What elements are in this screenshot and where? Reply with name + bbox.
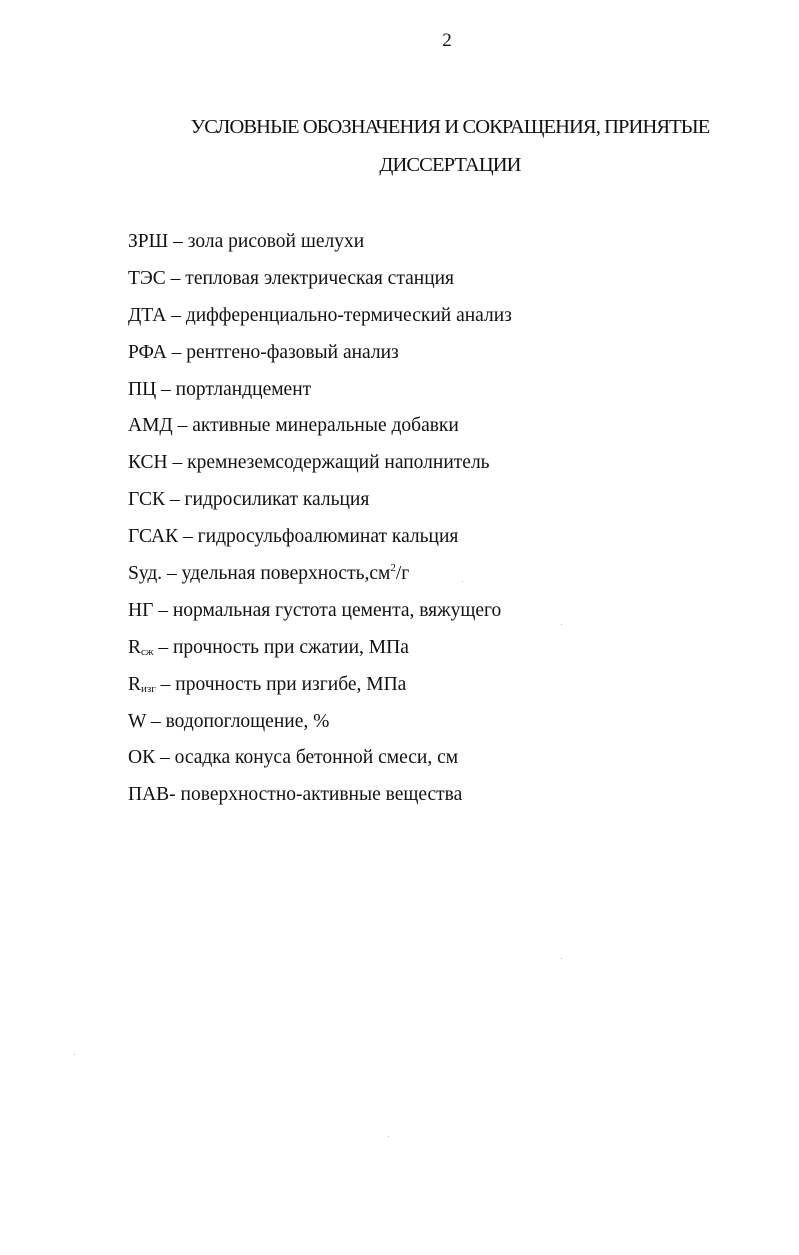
abbreviation-item xyxy=(128,449,512,486)
page-number: 2 xyxy=(442,30,452,51)
abbreviation-definition: – водопоглощение, % xyxy=(146,710,330,732)
scan-speck xyxy=(74,1054,75,1055)
abbreviation-list xyxy=(128,228,512,818)
superscript: 2 xyxy=(390,562,396,575)
abbreviation-term: РФА xyxy=(128,341,167,363)
abbreviation-definition: – удельная поверхность,см xyxy=(162,563,391,585)
scan-speck xyxy=(561,958,562,959)
abbreviation-definition: – прочность при сжатии, МПа xyxy=(153,636,409,658)
abbreviation-item xyxy=(128,708,512,745)
abbreviation-item xyxy=(128,671,512,708)
abbreviation-item xyxy=(128,228,512,265)
abbreviation-item xyxy=(128,486,512,523)
abbreviation-definition: - поверхностно-активные вещества xyxy=(169,784,463,806)
abbreviation-item xyxy=(128,339,512,376)
abbreviation-item xyxy=(128,597,512,634)
subscript: сж xyxy=(141,645,154,658)
abbreviation-item xyxy=(128,744,512,781)
abbreviation-item xyxy=(128,560,512,597)
abbreviation-definition: – дифференциально-термический анализ xyxy=(166,304,512,326)
abbreviation-term: ТЭС xyxy=(128,267,166,289)
abbreviation-term: ГСАК xyxy=(128,526,179,548)
abbreviation-term: ПЦ xyxy=(128,378,157,400)
abbreviation-item xyxy=(128,412,512,449)
abbreviation-term: W xyxy=(128,710,147,732)
abbreviation-term: ПАВ xyxy=(128,784,170,806)
abbreviation-term: ГСК xyxy=(128,489,166,511)
scan-speck xyxy=(388,1136,389,1137)
abbreviation-item xyxy=(128,523,512,560)
abbreviation-definition: – портландцемент xyxy=(156,378,312,400)
abbreviation-item xyxy=(128,634,512,671)
abbreviation-definition: – кремнеземсодержащий наполнитель xyxy=(167,452,490,474)
abbreviation-item xyxy=(128,302,512,339)
abbreviation-definition: – нормальная густота цемента, вяжущего xyxy=(153,599,502,621)
abbreviation-definition: – прочность при изгибе, МПа xyxy=(155,673,407,695)
abbreviation-term: НГ xyxy=(128,599,154,621)
abbreviation-term: ДТА xyxy=(128,304,167,326)
title-line-2: ДИССЕРТАЦИИ xyxy=(379,154,521,176)
abbreviation-term: R xyxy=(128,636,142,658)
abbreviation-term: ЗРШ xyxy=(128,231,169,252)
scan-speck xyxy=(561,624,562,625)
scan-speck xyxy=(462,581,463,582)
abbreviation-term: Sуд. xyxy=(128,563,163,585)
abbreviation-term: R xyxy=(128,673,142,695)
abbreviation-item xyxy=(128,781,512,818)
title-line-1: УСЛОВНЫЕ ОБОЗНАЧЕНИЯ И СОКРАЩЕНИЯ, ПРИНЯТЫЕ xyxy=(190,116,710,138)
abbreviation-item xyxy=(128,376,512,413)
abbreviation-definition: – гидросульфоалюминат кальция xyxy=(178,526,459,548)
abbreviation-definition: – тепловая электрическая станция xyxy=(165,267,455,289)
page-title xyxy=(150,108,750,184)
subscript: изг xyxy=(141,682,156,695)
unit-suffix: /г xyxy=(395,563,410,585)
abbreviation-definition: – осадка конуса бетонной смеси, см xyxy=(155,747,459,769)
abbreviation-definition: – активные минеральные добавки xyxy=(172,415,459,437)
abbreviation-definition: – рентгено-фазовый анализ xyxy=(166,341,399,363)
abbreviation-definition: – гидросиликат кальция xyxy=(165,489,370,511)
abbreviation-item xyxy=(128,265,512,302)
abbreviation-term: ОК xyxy=(128,747,156,769)
abbreviation-definition: – зола рисовой шелухи xyxy=(168,231,365,252)
abbreviation-term: КСН xyxy=(128,452,168,474)
abbreviation-term: АМД xyxy=(128,415,173,437)
